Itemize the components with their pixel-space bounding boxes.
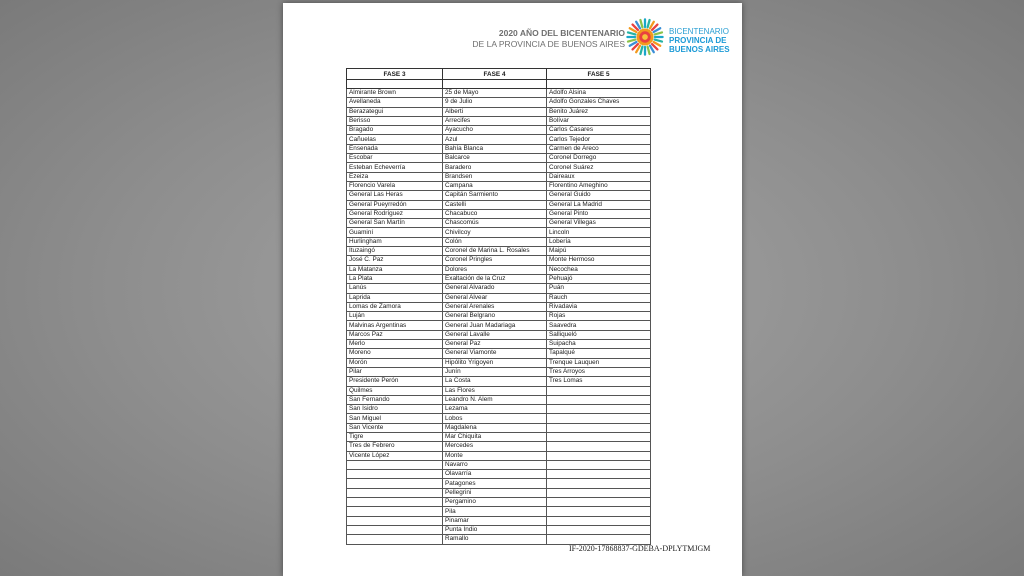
table-cell-fase-3: Berisso <box>347 116 443 125</box>
table-cell-fase-4: General Alvear <box>443 293 547 302</box>
table-cell-fase-5: Lincoln <box>547 228 651 237</box>
table-row <box>347 423 651 432</box>
table-cell-fase-3: Morón <box>347 358 443 367</box>
table-cell-fase-5: Bolívar <box>547 116 651 125</box>
table-cell-fase-3: Pilar <box>347 367 443 376</box>
table-cell-fase-4: Pinamar <box>443 516 547 525</box>
table-cell-fase-5: Coronel Dorrego <box>547 154 651 163</box>
table-cell-fase-3: Almirante Brown <box>347 89 443 98</box>
table-cell-fase-4: Azul <box>443 135 547 144</box>
table-cell-fase-3: Malvinas Argentinas <box>347 321 443 330</box>
table-row <box>347 507 651 516</box>
table-row <box>347 312 651 321</box>
table-cell-fase-3: La Plata <box>347 274 443 283</box>
table-cell-fase-5: Carmen de Areco <box>547 144 651 153</box>
table-cell-fase-5: Trenque Lauquen <box>547 358 651 367</box>
header-line-2: DE LA PROVINCIA DE BUENOS AIRES <box>472 39 625 49</box>
table-cell-fase-3 <box>347 507 443 516</box>
table-cell-fase-3: Cañuelas <box>347 135 443 144</box>
table-cell-fase-3: Lomas de Zamora <box>347 302 443 311</box>
column-header-fase-5: FASE 5 <box>547 69 651 80</box>
table-cell-fase-5 <box>547 442 651 451</box>
table-cell-fase-4: Navarro <box>443 460 547 469</box>
table-cell-fase-5: Salliqueló <box>547 330 651 339</box>
table-cell-fase-4: General Paz <box>443 340 547 349</box>
table-row <box>347 395 651 404</box>
table-cell-fase-5: Benito Juárez <box>547 107 651 116</box>
table-cell-fase-3: Vicente López <box>347 451 443 460</box>
logo-line-2: PROVINCIA DE <box>669 36 727 45</box>
table-cell-fase-4: Punta Indio <box>443 525 547 534</box>
table-cell-fase-5 <box>547 507 651 516</box>
table-row <box>347 256 651 265</box>
table-cell-fase-5: Pehuajó <box>547 274 651 283</box>
table-row <box>347 98 651 107</box>
table-row <box>347 451 651 460</box>
table-row <box>347 470 651 479</box>
table-cell-fase-4: Capitán Sarmiento <box>443 191 547 200</box>
table-cell-fase-5: Suipacha <box>547 340 651 349</box>
table-cell-fase-5: Puán <box>547 284 651 293</box>
document-page <box>283 3 742 576</box>
table-cell-fase-4: Monte <box>443 451 547 460</box>
table-cell-fase-4: Coronel Pringles <box>443 256 547 265</box>
table-cell-fase-5 <box>547 460 651 469</box>
table-cell-fase-3: Ituzaingó <box>347 247 443 256</box>
table-cell-fase-5: Lobería <box>547 237 651 246</box>
spacer-cell <box>443 80 547 89</box>
table-row <box>347 349 651 358</box>
table-cell-fase-5: General La Madrid <box>547 200 651 209</box>
table-cell-fase-4: Brandsen <box>443 172 547 181</box>
logo-ray <box>628 40 635 42</box>
table-row <box>347 488 651 497</box>
table-cell-fase-5: Tres Arroyos <box>547 367 651 376</box>
table-cell-fase-3: Marcos Paz <box>347 330 443 339</box>
table-row <box>347 116 651 125</box>
table-row <box>347 460 651 469</box>
table-row <box>347 386 651 395</box>
table-cell-fase-4: Alberti <box>443 107 547 116</box>
table-row <box>347 237 651 246</box>
table-cell-fase-5: Saavedra <box>547 321 651 330</box>
table-row <box>347 405 651 414</box>
table-cell-fase-3 <box>347 488 443 497</box>
table-cell-fase-4: Pellegrini <box>443 488 547 497</box>
table-cell-fase-3: Florencio Varela <box>347 181 443 190</box>
table-row <box>347 135 651 144</box>
table-cell-fase-3: Esteban Echeverría <box>347 163 443 172</box>
table-cell-fase-3: Guaminí <box>347 228 443 237</box>
table-row <box>347 144 651 153</box>
table-spacer-row <box>347 80 651 89</box>
table-cell-fase-3: General Las Heras <box>347 191 443 200</box>
table-cell-fase-5: Daireaux <box>547 172 651 181</box>
table-cell-fase-4: Olavarría <box>443 470 547 479</box>
table-cell-fase-4: Junín <box>443 367 547 376</box>
table-cell-fase-5 <box>547 405 651 414</box>
table-cell-fase-3: Ensenada <box>347 144 443 153</box>
table-row <box>347 293 651 302</box>
table-row <box>347 525 651 534</box>
table-row <box>347 265 651 274</box>
table-cell-fase-4: Pergamino <box>443 498 547 507</box>
table-cell-fase-4: Mercedes <box>443 442 547 451</box>
table-cell-fase-4: Leandro N. Alem <box>443 395 547 404</box>
table-cell-fase-4: Exaltación de la Cruz <box>443 274 547 283</box>
logo-ray <box>648 47 650 54</box>
table-cell-fase-3: Luján <box>347 312 443 321</box>
table-row <box>347 107 651 116</box>
table-cell-fase-4: Balcarce <box>443 154 547 163</box>
table-cell-fase-5 <box>547 414 651 423</box>
table-row <box>347 154 651 163</box>
table-cell-fase-3 <box>347 479 443 488</box>
column-header-fase-3: FASE 3 <box>347 69 443 80</box>
table-cell-fase-4: Chascomús <box>443 219 547 228</box>
table-cell-fase-5: Florentino Ameghino <box>547 181 651 190</box>
table-cell-fase-5: Necochea <box>547 265 651 274</box>
table-cell-fase-5: Carlos Tejedor <box>547 135 651 144</box>
table-row <box>347 432 651 441</box>
table-cell-fase-3: Laprida <box>347 293 443 302</box>
table-cell-fase-3 <box>347 498 443 507</box>
table-cell-fase-5: Carlos Casares <box>547 126 651 135</box>
table-cell-fase-4: Ramallo <box>443 535 547 544</box>
table-cell-fase-3: Moreno <box>347 349 443 358</box>
table-cell-fase-3: General Rodríguez <box>347 209 443 218</box>
table-cell-fase-4: General Juan Madariaga <box>443 321 547 330</box>
table-row <box>347 321 651 330</box>
table-cell-fase-5: Adolfo Gonzales Chaves <box>547 98 651 107</box>
table-cell-fase-3: Avellaneda <box>347 98 443 107</box>
table-cell-fase-5 <box>547 432 651 441</box>
table-cell-fase-3: Presidente Perón <box>347 377 443 386</box>
column-header-fase-4: FASE 4 <box>443 69 547 80</box>
table-cell-fase-4: General Lavalle <box>443 330 547 339</box>
table-cell-fase-3 <box>347 525 443 534</box>
table-header-row <box>347 69 651 80</box>
table-cell-fase-4: General Alvarado <box>443 284 547 293</box>
logo-line-1: BICENTENARIO <box>669 27 730 36</box>
table-row <box>347 340 651 349</box>
table-row <box>347 358 651 367</box>
table-cell-fase-4: Las Flores <box>443 386 547 395</box>
table-cell-fase-5: Maipú <box>547 247 651 256</box>
table-cell-fase-4: Arrecifes <box>443 116 547 125</box>
table-cell-fase-4: General Arenales <box>443 302 547 311</box>
table-row <box>347 516 651 525</box>
table-cell-fase-5: Rivadavia <box>547 302 651 311</box>
table-cell-fase-4: Colón <box>443 237 547 246</box>
table-cell-fase-5: General Guido <box>547 191 651 200</box>
table-row <box>347 330 651 339</box>
table-cell-fase-4: General Belgrano <box>443 312 547 321</box>
table-cell-fase-5 <box>547 423 651 432</box>
table-cell-fase-4: 25 de Mayo <box>443 89 547 98</box>
table-cell-fase-4: Castelli <box>443 200 547 209</box>
table-cell-fase-5 <box>547 479 651 488</box>
table-row <box>347 163 651 172</box>
table-cell-fase-3: José C. Paz <box>347 256 443 265</box>
table-row <box>347 284 651 293</box>
header-line-1: 2020 AÑO DEL BICENTENARIO <box>498 28 625 38</box>
table-cell-fase-4: Lobos <box>443 414 547 423</box>
logo-ray <box>648 20 650 27</box>
table-cell-fase-4: Bahía Blanca <box>443 144 547 153</box>
table-cell-fase-5: Adolfo Alsina <box>547 89 651 98</box>
table-cell-fase-3: San Vicente <box>347 423 443 432</box>
table-cell-fase-5: Rojas <box>547 312 651 321</box>
table-cell-fase-5: General Villegas <box>547 219 651 228</box>
table-cell-fase-3: Ezeiza <box>347 172 443 181</box>
table-cell-fase-3: Tres de Febrero <box>347 442 443 451</box>
table-cell-fase-3 <box>347 470 443 479</box>
bicentenario-logo-icon <box>626 18 664 56</box>
table-row <box>347 228 651 237</box>
table-cell-fase-4: Lezama <box>443 405 547 414</box>
table-cell-fase-4: Magdalena <box>443 423 547 432</box>
table-row <box>347 200 651 209</box>
table-cell-fase-3: San Miguel <box>347 414 443 423</box>
table-cell-fase-3: Escobar <box>347 154 443 163</box>
table-cell-fase-3: General San Martín <box>347 219 443 228</box>
table-row <box>347 191 651 200</box>
spacer-cell <box>347 80 443 89</box>
table-cell-fase-5 <box>547 516 651 525</box>
table-cell-fase-4: Ayacucho <box>443 126 547 135</box>
table-cell-fase-5: Tres Lomas <box>547 377 651 386</box>
table-cell-fase-4: Chacabuco <box>443 209 547 218</box>
table-row <box>347 209 651 218</box>
table-row <box>347 126 651 135</box>
table-row <box>347 377 651 386</box>
table-cell-fase-5: Monte Hermoso <box>547 256 651 265</box>
table-cell-fase-3: Tigre <box>347 432 443 441</box>
table-cell-fase-3 <box>347 535 443 544</box>
logo-text <box>669 27 730 54</box>
table-cell-fase-4: Baradero <box>443 163 547 172</box>
table-cell-fase-5 <box>547 451 651 460</box>
logo-ray <box>640 20 642 27</box>
table-cell-fase-5: Tapalqué <box>547 349 651 358</box>
table-row <box>347 89 651 98</box>
table-cell-fase-3: General Pueyrredón <box>347 200 443 209</box>
table-cell-fase-4: Campana <box>443 181 547 190</box>
table-cell-fase-3: Lanús <box>347 284 443 293</box>
table-row <box>347 219 651 228</box>
table-row <box>347 302 651 311</box>
logo-ray <box>655 32 662 34</box>
table-row <box>347 479 651 488</box>
logo-ray <box>628 32 635 34</box>
spacer-cell <box>547 80 651 89</box>
table-row <box>347 247 651 256</box>
table-cell-fase-5: Coronel Suárez <box>547 163 651 172</box>
table-cell-fase-4: La Costa <box>443 377 547 386</box>
logo-ray <box>655 40 662 42</box>
table-row <box>347 172 651 181</box>
table-cell-fase-4: Hipólito Yrigoyen <box>443 358 547 367</box>
table-cell-fase-5 <box>547 535 651 544</box>
document-id: IF-2020-17868837-GDEBA-DPLYTMJGM <box>569 544 711 553</box>
table-cell-fase-3 <box>347 460 443 469</box>
table-cell-fase-5 <box>547 395 651 404</box>
table-cell-fase-4: General Viamonte <box>443 349 547 358</box>
table-cell-fase-4: 9 de Julio <box>443 98 547 107</box>
table-cell-fase-3: Hurlingham <box>347 237 443 246</box>
table-cell-fase-5: Rauch <box>547 293 651 302</box>
table-cell-fase-4: Coronel de Marina L. Rosales <box>443 247 547 256</box>
table-cell-fase-3: San Isidro <box>347 405 443 414</box>
table-row <box>347 442 651 451</box>
table-row <box>347 274 651 283</box>
table-cell-fase-3: Merlo <box>347 340 443 349</box>
table-cell-fase-5 <box>547 470 651 479</box>
table-row <box>347 414 651 423</box>
table-cell-fase-4: Chivilcoy <box>443 228 547 237</box>
table-row <box>347 498 651 507</box>
table-cell-fase-3 <box>347 516 443 525</box>
table-cell-fase-3: Berazategui <box>347 107 443 116</box>
table-cell-fase-4: Dolores <box>443 265 547 274</box>
table-row <box>347 181 651 190</box>
table-cell-fase-4: Pila <box>443 507 547 516</box>
logo-ray <box>640 47 642 54</box>
table-cell-fase-3: Quilmes <box>347 386 443 395</box>
table-row <box>347 367 651 376</box>
table-cell-fase-5: General Pinto <box>547 209 651 218</box>
table-row <box>347 535 651 544</box>
phases-table <box>346 68 651 545</box>
table-cell-fase-5 <box>547 386 651 395</box>
table-cell-fase-3: Bragado <box>347 126 443 135</box>
logo-line-3: BUENOS AIRES <box>669 45 730 54</box>
table-cell-fase-4: Mar Chiquita <box>443 432 547 441</box>
table-cell-fase-5 <box>547 488 651 497</box>
table-cell-fase-3: La Matanza <box>347 265 443 274</box>
table-cell-fase-5 <box>547 525 651 534</box>
table-cell-fase-3: San Fernando <box>347 395 443 404</box>
header-title <box>472 28 625 50</box>
table-cell-fase-5 <box>547 498 651 507</box>
table-cell-fase-4: Patagones <box>443 479 547 488</box>
